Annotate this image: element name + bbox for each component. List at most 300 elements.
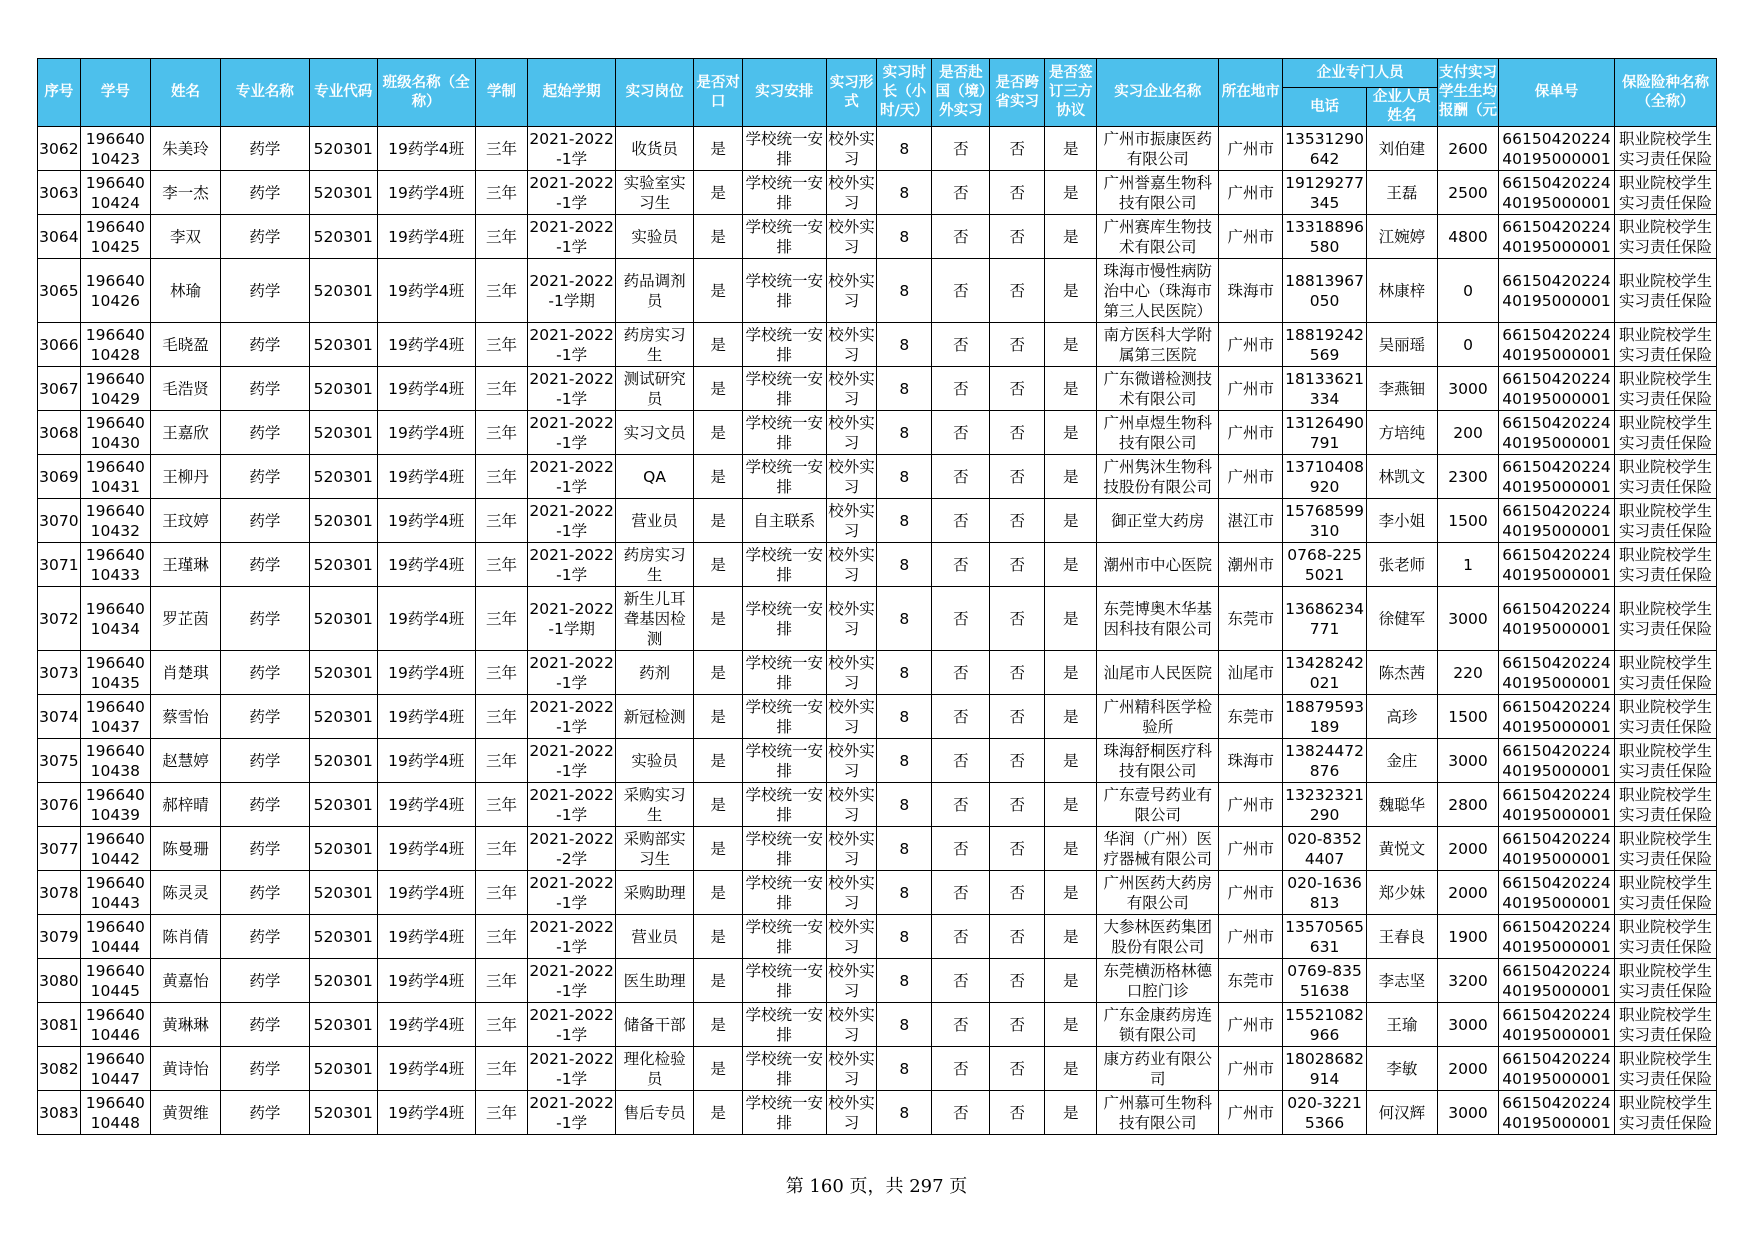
cell-duration: 三年 bbox=[475, 739, 528, 783]
cell-form: 校外实习 bbox=[826, 455, 877, 499]
cell-phone: 15768599310 bbox=[1283, 499, 1366, 543]
cell-insurance: 职业院校学生实习责任保险 bbox=[1615, 739, 1717, 783]
cell-duration: 三年 bbox=[475, 827, 528, 871]
cell-matched: 是 bbox=[694, 543, 743, 587]
cell-class: 19药学4班 bbox=[377, 651, 475, 695]
cell-city: 广州市 bbox=[1219, 1047, 1283, 1091]
table-row bbox=[38, 499, 1717, 543]
cell-name: 黄琳琳 bbox=[150, 1003, 220, 1047]
cell-abroad: 否 bbox=[932, 323, 990, 367]
cell-student-id: 19664010434 bbox=[80, 587, 150, 651]
cell-duration: 三年 bbox=[475, 127, 528, 171]
cell-form: 校外实习 bbox=[826, 1047, 877, 1091]
cell-hours: 8 bbox=[877, 543, 932, 587]
cell-matched: 是 bbox=[694, 127, 743, 171]
cell-student-id: 19664010423 bbox=[80, 127, 150, 171]
cell-matched: 是 bbox=[694, 259, 743, 323]
table-row bbox=[38, 455, 1717, 499]
cell-duration: 三年 bbox=[475, 1091, 528, 1135]
header-tripartite: 是否签订三方协议 bbox=[1045, 59, 1097, 127]
cell-hours: 8 bbox=[877, 367, 932, 411]
cell-student-id: 19664010447 bbox=[80, 1047, 150, 1091]
cell-major: 药学 bbox=[221, 651, 310, 695]
cell-major: 药学 bbox=[221, 1091, 310, 1135]
cell-major-code: 520301 bbox=[309, 171, 377, 215]
cell-form: 校外实习 bbox=[826, 587, 877, 651]
cell-abroad: 否 bbox=[932, 259, 990, 323]
cell-major-code: 520301 bbox=[309, 259, 377, 323]
cell-class: 19药学4班 bbox=[377, 695, 475, 739]
cell-abroad: 否 bbox=[932, 215, 990, 259]
cell-arrangement: 学校统一安排 bbox=[743, 323, 826, 367]
cell-class: 19药学4班 bbox=[377, 259, 475, 323]
cell-seq: 3076 bbox=[38, 783, 81, 827]
cell-arrangement: 学校统一安排 bbox=[743, 1047, 826, 1091]
cell-name: 王嘉欣 bbox=[150, 411, 220, 455]
cell-arrangement: 学校统一安排 bbox=[743, 1003, 826, 1047]
table-row bbox=[38, 827, 1717, 871]
cell-insurance: 职业院校学生实习责任保险 bbox=[1615, 651, 1717, 695]
cell-seq: 3082 bbox=[38, 1047, 81, 1091]
cell-tripartite: 是 bbox=[1045, 499, 1097, 543]
cell-position: 理化检验员 bbox=[615, 1047, 693, 1091]
cell-seq: 3066 bbox=[38, 323, 81, 367]
cell-staff-name: 张老师 bbox=[1366, 543, 1437, 587]
cell-class: 19药学4班 bbox=[377, 739, 475, 783]
cell-matched: 是 bbox=[694, 367, 743, 411]
cell-pay: 3000 bbox=[1438, 367, 1499, 411]
cell-position: 营业员 bbox=[615, 499, 693, 543]
cell-policy-no: 6615042022440195000001 bbox=[1499, 323, 1615, 367]
cell-major-code: 520301 bbox=[309, 915, 377, 959]
cell-major-code: 520301 bbox=[309, 1003, 377, 1047]
cell-student-id: 19664010435 bbox=[80, 651, 150, 695]
cell-cross-province: 否 bbox=[990, 915, 1045, 959]
cell-class: 19药学4班 bbox=[377, 411, 475, 455]
table-row bbox=[38, 739, 1717, 783]
cell-start-term: 2021-2022-2学 bbox=[528, 827, 616, 871]
table-row bbox=[38, 411, 1717, 455]
cell-policy-no: 6615042022440195000001 bbox=[1499, 171, 1615, 215]
cell-major: 药学 bbox=[221, 259, 310, 323]
cell-insurance: 职业院校学生实习责任保险 bbox=[1615, 367, 1717, 411]
cell-form: 校外实习 bbox=[826, 1003, 877, 1047]
cell-phone: 0768-2255021 bbox=[1283, 543, 1366, 587]
cell-form: 校外实习 bbox=[826, 827, 877, 871]
cell-hours: 8 bbox=[877, 455, 932, 499]
cell-city: 珠海市 bbox=[1219, 259, 1283, 323]
cell-position: 实习文员 bbox=[615, 411, 693, 455]
cell-class: 19药学4班 bbox=[377, 1091, 475, 1135]
cell-name: 李双 bbox=[150, 215, 220, 259]
cell-arrangement: 学校统一安排 bbox=[743, 587, 826, 651]
cell-staff-name: 方培纯 bbox=[1366, 411, 1437, 455]
cell-cross-province: 否 bbox=[990, 1003, 1045, 1047]
header-name: 姓名 bbox=[150, 59, 220, 127]
cell-major-code: 520301 bbox=[309, 1091, 377, 1135]
cell-tripartite: 是 bbox=[1045, 783, 1097, 827]
cell-hours: 8 bbox=[877, 587, 932, 651]
cell-major: 药学 bbox=[221, 499, 310, 543]
cell-city: 广州市 bbox=[1219, 1003, 1283, 1047]
cell-duration: 三年 bbox=[475, 1047, 528, 1091]
cell-hours: 8 bbox=[877, 871, 932, 915]
cell-policy-no: 6615042022440195000001 bbox=[1499, 587, 1615, 651]
cell-major-code: 520301 bbox=[309, 215, 377, 259]
cell-staff-name: 王磊 bbox=[1366, 171, 1437, 215]
cell-abroad: 否 bbox=[932, 739, 990, 783]
cell-duration: 三年 bbox=[475, 543, 528, 587]
cell-duration: 三年 bbox=[475, 959, 528, 1003]
header-hours: 实习时长（小时/天） bbox=[877, 59, 932, 127]
cell-pay: 200 bbox=[1438, 411, 1499, 455]
cell-duration: 三年 bbox=[475, 367, 528, 411]
table-row bbox=[38, 323, 1717, 367]
cell-class: 19药学4班 bbox=[377, 959, 475, 1003]
cell-student-id: 19664010437 bbox=[80, 695, 150, 739]
cell-major-code: 520301 bbox=[309, 959, 377, 1003]
cell-form: 校外实习 bbox=[826, 171, 877, 215]
cell-hours: 8 bbox=[877, 739, 932, 783]
cell-start-term: 2021-2022-1学 bbox=[528, 411, 616, 455]
cell-policy-no: 6615042022440195000001 bbox=[1499, 499, 1615, 543]
cell-major-code: 520301 bbox=[309, 499, 377, 543]
cell-cross-province: 否 bbox=[990, 827, 1045, 871]
cell-staff-name: 黄悦文 bbox=[1366, 827, 1437, 871]
cell-policy-no: 6615042022440195000001 bbox=[1499, 1003, 1615, 1047]
cell-student-id: 19664010431 bbox=[80, 455, 150, 499]
cell-phone: 13126490791 bbox=[1283, 411, 1366, 455]
cell-insurance: 职业院校学生实习责任保险 bbox=[1615, 455, 1717, 499]
cell-position: 药品调剂员 bbox=[615, 259, 693, 323]
cell-seq: 3077 bbox=[38, 827, 81, 871]
cell-cross-province: 否 bbox=[990, 499, 1045, 543]
cell-company: 广州慕可生物科技有限公司 bbox=[1097, 1091, 1219, 1135]
cell-form: 校外实习 bbox=[826, 215, 877, 259]
header-pay: 支付实习学生生均报酬（元 bbox=[1438, 59, 1499, 127]
cell-name: 王玟婷 bbox=[150, 499, 220, 543]
cell-name: 陈曼珊 bbox=[150, 827, 220, 871]
cell-tripartite: 是 bbox=[1045, 651, 1097, 695]
cell-company: 广东金康药房连锁有限公司 bbox=[1097, 1003, 1219, 1047]
cell-name: 陈灵灵 bbox=[150, 871, 220, 915]
cell-abroad: 否 bbox=[932, 367, 990, 411]
cell-staff-name: 金庄 bbox=[1366, 739, 1437, 783]
cell-policy-no: 6615042022440195000001 bbox=[1499, 259, 1615, 323]
cell-duration: 三年 bbox=[475, 171, 528, 215]
cell-position: 营业员 bbox=[615, 915, 693, 959]
cell-major: 药学 bbox=[221, 695, 310, 739]
cell-major: 药学 bbox=[221, 915, 310, 959]
cell-staff-name: 吴丽瑶 bbox=[1366, 323, 1437, 367]
cell-phone: 13686234771 bbox=[1283, 587, 1366, 651]
cell-policy-no: 6615042022440195000001 bbox=[1499, 871, 1615, 915]
cell-position: 售后专员 bbox=[615, 1091, 693, 1135]
cell-hours: 8 bbox=[877, 215, 932, 259]
cell-seq: 3075 bbox=[38, 739, 81, 783]
header-phone: 电话 bbox=[1283, 88, 1366, 127]
cell-start-term: 2021-2022-1学 bbox=[528, 323, 616, 367]
cell-matched: 是 bbox=[694, 215, 743, 259]
cell-name: 李一杰 bbox=[150, 171, 220, 215]
cell-hours: 8 bbox=[877, 1047, 932, 1091]
cell-major: 药学 bbox=[221, 1003, 310, 1047]
header-staff-group: 企业专门人员 bbox=[1283, 59, 1438, 88]
cell-staff-name: 李敏 bbox=[1366, 1047, 1437, 1091]
cell-tripartite: 是 bbox=[1045, 455, 1097, 499]
cell-arrangement: 学校统一安排 bbox=[743, 411, 826, 455]
cell-name: 肖楚琪 bbox=[150, 651, 220, 695]
cell-cross-province: 否 bbox=[990, 959, 1045, 1003]
cell-major-code: 520301 bbox=[309, 323, 377, 367]
cell-duration: 三年 bbox=[475, 259, 528, 323]
cell-cross-province: 否 bbox=[990, 1047, 1045, 1091]
table-header bbox=[38, 59, 1717, 127]
cell-matched: 是 bbox=[694, 695, 743, 739]
cell-major: 药学 bbox=[221, 959, 310, 1003]
cell-duration: 三年 bbox=[475, 871, 528, 915]
cell-cross-province: 否 bbox=[990, 651, 1045, 695]
cell-position: 新生儿耳聋基因检测 bbox=[615, 587, 693, 651]
cell-student-id: 19664010425 bbox=[80, 215, 150, 259]
cell-start-term: 2021-2022-1学 bbox=[528, 651, 616, 695]
cell-student-id: 19664010442 bbox=[80, 827, 150, 871]
cell-name: 毛晓盈 bbox=[150, 323, 220, 367]
cell-company: 广州赛库生物技术有限公司 bbox=[1097, 215, 1219, 259]
cell-abroad: 否 bbox=[932, 827, 990, 871]
header-company: 实习企业名称 bbox=[1097, 59, 1219, 127]
internship-table bbox=[37, 58, 1717, 1135]
cell-insurance: 职业院校学生实习责任保险 bbox=[1615, 827, 1717, 871]
cell-pay: 2000 bbox=[1438, 1047, 1499, 1091]
cell-arrangement: 学校统一安排 bbox=[743, 543, 826, 587]
cell-major: 药学 bbox=[221, 171, 310, 215]
table-row bbox=[38, 1003, 1717, 1047]
cell-major: 药学 bbox=[221, 367, 310, 411]
cell-city: 广州市 bbox=[1219, 215, 1283, 259]
cell-company: 大参林医药集团股份有限公司 bbox=[1097, 915, 1219, 959]
cell-matched: 是 bbox=[694, 171, 743, 215]
cell-cross-province: 否 bbox=[990, 323, 1045, 367]
cell-abroad: 否 bbox=[932, 411, 990, 455]
cell-seq: 3069 bbox=[38, 455, 81, 499]
cell-major-code: 520301 bbox=[309, 543, 377, 587]
cell-insurance: 职业院校学生实习责任保险 bbox=[1615, 543, 1717, 587]
cell-student-id: 19664010432 bbox=[80, 499, 150, 543]
cell-duration: 三年 bbox=[475, 323, 528, 367]
cell-hours: 8 bbox=[877, 827, 932, 871]
header-abroad: 是否赴国（境）外实习 bbox=[932, 59, 990, 127]
cell-seq: 3081 bbox=[38, 1003, 81, 1047]
table-row bbox=[38, 259, 1717, 323]
cell-start-term: 2021-2022-1学 bbox=[528, 1047, 616, 1091]
cell-phone: 19129277345 bbox=[1283, 171, 1366, 215]
table-row bbox=[38, 215, 1717, 259]
cell-student-id: 19664010426 bbox=[80, 259, 150, 323]
cell-major: 药学 bbox=[221, 323, 310, 367]
cell-position: 实验员 bbox=[615, 215, 693, 259]
cell-phone: 020-32215366 bbox=[1283, 1091, 1366, 1135]
cell-phone: 18813967050 bbox=[1283, 259, 1366, 323]
cell-insurance: 职业院校学生实习责任保险 bbox=[1615, 171, 1717, 215]
cell-staff-name: 高珍 bbox=[1366, 695, 1437, 739]
cell-major-code: 520301 bbox=[309, 1047, 377, 1091]
cell-class: 19药学4班 bbox=[377, 499, 475, 543]
cell-hours: 8 bbox=[877, 411, 932, 455]
cell-staff-name: 刘伯建 bbox=[1366, 127, 1437, 171]
cell-company: 广东壹号药业有限公司 bbox=[1097, 783, 1219, 827]
cell-phone: 020-83524407 bbox=[1283, 827, 1366, 871]
cell-name: 罗芷茵 bbox=[150, 587, 220, 651]
cell-class: 19药学4班 bbox=[377, 915, 475, 959]
cell-cross-province: 否 bbox=[990, 739, 1045, 783]
cell-position: 收货员 bbox=[615, 127, 693, 171]
header-insurance: 保险险种名称（全称） bbox=[1615, 59, 1717, 127]
cell-tripartite: 是 bbox=[1045, 323, 1097, 367]
cell-name: 王瑾琳 bbox=[150, 543, 220, 587]
cell-staff-name: 林康梓 bbox=[1366, 259, 1437, 323]
cell-company: 珠海市慢性病防治中心（珠海市第三人民医院） bbox=[1097, 259, 1219, 323]
cell-matched: 是 bbox=[694, 587, 743, 651]
cell-student-id: 19664010428 bbox=[80, 323, 150, 367]
cell-name: 朱美玲 bbox=[150, 127, 220, 171]
table-row bbox=[38, 915, 1717, 959]
cell-pay: 3000 bbox=[1438, 739, 1499, 783]
cell-pay: 1 bbox=[1438, 543, 1499, 587]
cell-class: 19药学4班 bbox=[377, 367, 475, 411]
cell-duration: 三年 bbox=[475, 695, 528, 739]
cell-pay: 1500 bbox=[1438, 499, 1499, 543]
cell-matched: 是 bbox=[694, 499, 743, 543]
cell-hours: 8 bbox=[877, 959, 932, 1003]
cell-policy-no: 6615042022440195000001 bbox=[1499, 367, 1615, 411]
page-footer: 第 160 页，共 297 页 bbox=[785, 1176, 968, 1197]
cell-position: 测试研究员 bbox=[615, 367, 693, 411]
cell-cross-province: 否 bbox=[990, 259, 1045, 323]
cell-city: 广州市 bbox=[1219, 827, 1283, 871]
cell-phone: 13428242021 bbox=[1283, 651, 1366, 695]
cell-student-id: 19664010424 bbox=[80, 171, 150, 215]
cell-name: 郝梓晴 bbox=[150, 783, 220, 827]
cell-arrangement: 自主联系 bbox=[743, 499, 826, 543]
table-body bbox=[38, 127, 1717, 1135]
cell-pay: 3000 bbox=[1438, 1091, 1499, 1135]
cell-phone: 13710408920 bbox=[1283, 455, 1366, 499]
cell-city: 东莞市 bbox=[1219, 587, 1283, 651]
cell-pay: 3000 bbox=[1438, 587, 1499, 651]
cell-start-term: 2021-2022-1学 bbox=[528, 543, 616, 587]
cell-tripartite: 是 bbox=[1045, 215, 1097, 259]
cell-cross-province: 否 bbox=[990, 367, 1045, 411]
cell-insurance: 职业院校学生实习责任保险 bbox=[1615, 259, 1717, 323]
cell-duration: 三年 bbox=[475, 587, 528, 651]
cell-arrangement: 学校统一安排 bbox=[743, 959, 826, 1003]
cell-seq: 3067 bbox=[38, 367, 81, 411]
cell-cross-province: 否 bbox=[990, 455, 1045, 499]
cell-arrangement: 学校统一安排 bbox=[743, 827, 826, 871]
cell-form: 校外实习 bbox=[826, 127, 877, 171]
cell-phone: 13232321290 bbox=[1283, 783, 1366, 827]
cell-city: 湛江市 bbox=[1219, 499, 1283, 543]
cell-seq: 3064 bbox=[38, 215, 81, 259]
cell-staff-name: 李志坚 bbox=[1366, 959, 1437, 1003]
cell-major-code: 520301 bbox=[309, 651, 377, 695]
table-row bbox=[38, 171, 1717, 215]
cell-position: 实验员 bbox=[615, 739, 693, 783]
cell-form: 校外实习 bbox=[826, 543, 877, 587]
cell-insurance: 职业院校学生实习责任保险 bbox=[1615, 215, 1717, 259]
cell-cross-province: 否 bbox=[990, 215, 1045, 259]
cell-start-term: 2021-2022-1学 bbox=[528, 499, 616, 543]
cell-staff-name: 王春良 bbox=[1366, 915, 1437, 959]
cell-major: 药学 bbox=[221, 783, 310, 827]
cell-insurance: 职业院校学生实习责任保险 bbox=[1615, 587, 1717, 651]
cell-arrangement: 学校统一安排 bbox=[743, 651, 826, 695]
cell-major: 药学 bbox=[221, 411, 310, 455]
cell-major-code: 520301 bbox=[309, 455, 377, 499]
table-row bbox=[38, 871, 1717, 915]
cell-insurance: 职业院校学生实习责任保险 bbox=[1615, 1003, 1717, 1047]
header-arrangement: 实习安排 bbox=[743, 59, 826, 127]
cell-arrangement: 学校统一安排 bbox=[743, 739, 826, 783]
cell-form: 校外实习 bbox=[826, 323, 877, 367]
cell-pay: 1900 bbox=[1438, 915, 1499, 959]
cell-city: 潮州市 bbox=[1219, 543, 1283, 587]
cell-arrangement: 学校统一安排 bbox=[743, 695, 826, 739]
cell-position: 药房实习生 bbox=[615, 323, 693, 367]
cell-abroad: 否 bbox=[932, 455, 990, 499]
cell-name: 林瑜 bbox=[150, 259, 220, 323]
cell-company: 广东微谱检测技术有限公司 bbox=[1097, 367, 1219, 411]
cell-student-id: 19664010438 bbox=[80, 739, 150, 783]
cell-insurance: 职业院校学生实习责任保险 bbox=[1615, 783, 1717, 827]
cell-start-term: 2021-2022-1学 bbox=[528, 695, 616, 739]
cell-matched: 是 bbox=[694, 455, 743, 499]
cell-company: 广州精科医学检验所 bbox=[1097, 695, 1219, 739]
cell-position: 新冠检测 bbox=[615, 695, 693, 739]
cell-policy-no: 6615042022440195000001 bbox=[1499, 1091, 1615, 1135]
cell-hours: 8 bbox=[877, 499, 932, 543]
cell-policy-no: 6615042022440195000001 bbox=[1499, 543, 1615, 587]
cell-class: 19药学4班 bbox=[377, 127, 475, 171]
cell-insurance: 职业院校学生实习责任保险 bbox=[1615, 411, 1717, 455]
cell-matched: 是 bbox=[694, 959, 743, 1003]
cell-major-code: 520301 bbox=[309, 587, 377, 651]
cell-major: 药学 bbox=[221, 827, 310, 871]
cell-form: 校外实习 bbox=[826, 411, 877, 455]
cell-duration: 三年 bbox=[475, 651, 528, 695]
cell-form: 校外实习 bbox=[826, 915, 877, 959]
cell-insurance: 职业院校学生实习责任保险 bbox=[1615, 499, 1717, 543]
cell-seq: 3079 bbox=[38, 915, 81, 959]
cell-matched: 是 bbox=[694, 651, 743, 695]
cell-start-term: 2021-2022-1学 bbox=[528, 367, 616, 411]
cell-cross-province: 否 bbox=[990, 695, 1045, 739]
cell-tripartite: 是 bbox=[1045, 915, 1097, 959]
cell-company: 广州隽沐生物科技股份有限公司 bbox=[1097, 455, 1219, 499]
cell-name: 蔡雪怡 bbox=[150, 695, 220, 739]
cell-start-term: 2021-2022-1学 bbox=[528, 215, 616, 259]
cell-student-id: 19664010445 bbox=[80, 959, 150, 1003]
header-cross-province: 是否跨省实习 bbox=[990, 59, 1045, 127]
cell-abroad: 否 bbox=[932, 127, 990, 171]
cell-name: 陈肖倩 bbox=[150, 915, 220, 959]
cell-pay: 2600 bbox=[1438, 127, 1499, 171]
cell-hours: 8 bbox=[877, 695, 932, 739]
header-start-term: 起始学期 bbox=[528, 59, 616, 127]
cell-major-code: 520301 bbox=[309, 871, 377, 915]
cell-form: 校外实习 bbox=[826, 259, 877, 323]
